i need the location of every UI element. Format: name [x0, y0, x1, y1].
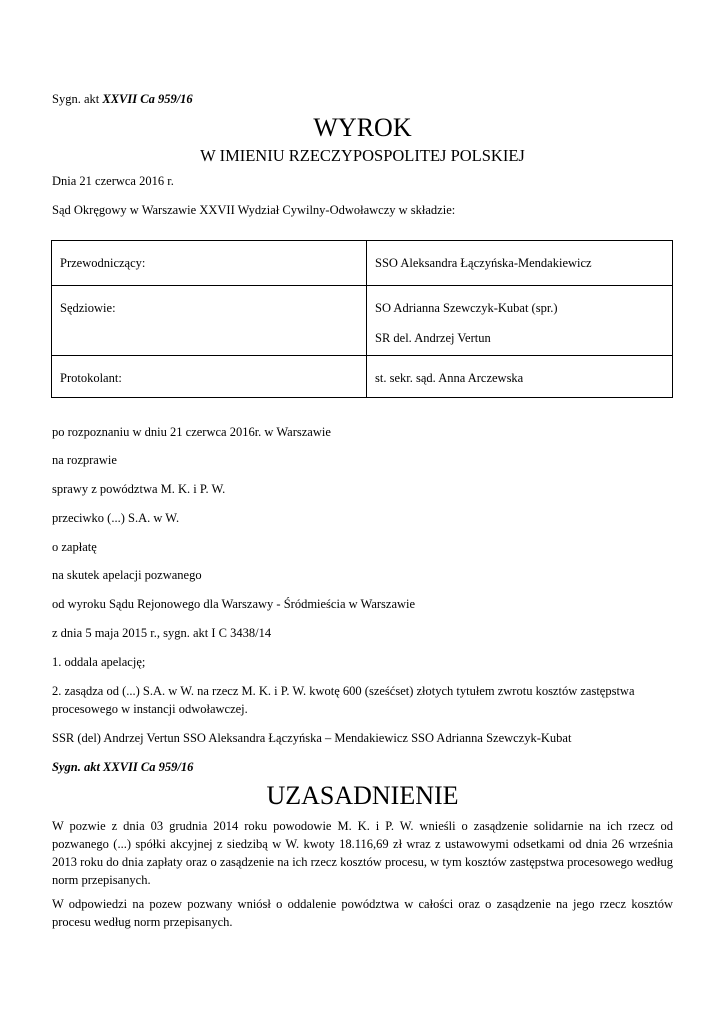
panel-row-chair [52, 241, 673, 286]
panel-row-clerk [52, 356, 673, 398]
proceedings-line: z dnia 5 maja 2015 r., sygn. akt I C 3438/14 [52, 626, 272, 640]
judge-2: SR del. Andrzej Vertun [375, 331, 491, 345]
ruling-item-1: 1. oddala apelację; [52, 655, 146, 669]
proceedings-line: sprawy z powództwa M. K. i P. W. [52, 482, 226, 496]
proceedings-line: na skutek apelacji pozwanego [52, 568, 202, 582]
chair-value: SSO Aleksandra Łączyńska-Mendakiewicz [375, 256, 592, 270]
panel-row-judges [52, 286, 673, 356]
ruling-item-2: 2. zasądza od (...) S.A. w W. na rzecz M. K. i P. W. kwotę 600 (sześćset) złotych tytułem zwrotu kosztów zastępstwa procesowego w instancji odwoławczej. [52, 684, 635, 716]
justification-paragraph-2: W odpowiedzi na pozew pozwany wniósł o oddalenie powództwa w całości oraz o zasądzenie na jego rzecz kosztów procesu według norm przepisanych. [52, 897, 673, 929]
proceedings-line: o zapłatę [52, 540, 97, 554]
proceedings-line: na rozprawie [52, 453, 117, 467]
judge-1: SO Adrianna Szewczyk-Kubat (spr.) [375, 301, 558, 315]
justification-title: UZASADNIENIE [266, 781, 459, 810]
proceedings-line: po rozpoznaniu w dniu 21 czerwca 2016r. w Warszawie [52, 425, 331, 439]
judges-label: Sędziowie: [60, 301, 116, 315]
proceedings-line: od wyroku Sądu Rejonowego dla Warszawy - Śródmieścia w Warszawie [52, 597, 416, 611]
clerk-value: st. sekr. sąd. Anna Arczewska [375, 371, 524, 385]
document-title: WYROK [313, 113, 412, 142]
chair-label: Przewodniczący: [60, 256, 146, 270]
court-composition: Sąd Okręgowy w Warszawie XXVII Wydział Cywilny-Odwoławczy w składzie: [52, 203, 456, 217]
case-signature [52, 91, 193, 107]
case-signature-prefix: Sygn. akt [52, 92, 100, 106]
panel-table [51, 240, 673, 398]
proceedings-line: przeciwko (...) S.A. w W. [52, 511, 180, 525]
case-signature-number: XXVII Ca 959/16 [102, 92, 193, 106]
justification-paragraph-1: W pozwie z dnia 03 grudnia 2014 roku powodowie M. K. i P. W. wnieśli o zasądzenie solidarnie na ich rzecz od pozwanego (...) spółki akcyjnej z siedzibą w W. kwoty 18.116,69 zł wraz z ustawowymi odsetkami od dnia 26 września 2013 roku do dnia zapłaty oraz o zasądzenie na ich rzecz kosztów procesu, w tym kosztów zastępstwa procesowego według norm przepisanych. [52, 819, 673, 887]
judges-signatures: SSR (del) Andrzej Vertun SSO Aleksandra Łączyńska – Mendakiewicz SSO Adrianna Szewczyk-Kubat [52, 731, 572, 745]
clerk-label: Protokolant: [60, 371, 122, 385]
justification-case-signature: Sygn. akt XXVII Ca 959/16 [52, 760, 194, 774]
document-subtitle: W IMIENIU RZECZYPOSPOLITEJ POLSKIEJ [200, 146, 525, 165]
judgment-date: Dnia 21 czerwca 2016 r. [52, 174, 174, 188]
